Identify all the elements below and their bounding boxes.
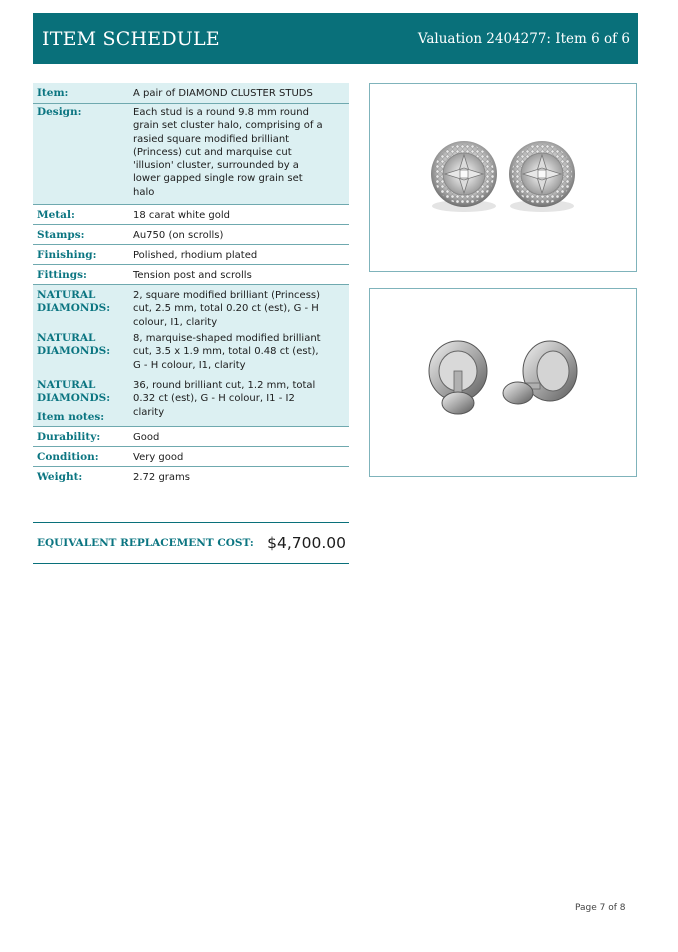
table-row (33, 205, 349, 225)
stud-back-right (503, 341, 577, 404)
replacement-cost (33, 522, 349, 564)
row-value: 2, square modified brilliant (Princess) cut, 2.5 mm, total 0.20 ct (est), G - H colour, I1, clarity (133, 290, 321, 328)
row-label: Metal: (37, 209, 75, 221)
page-title: ITEM SCHEDULE (42, 27, 220, 50)
earrings-front-image (370, 84, 636, 271)
row-label: Weight: (37, 471, 83, 483)
row-label: Item: (37, 87, 69, 99)
table-row (33, 467, 349, 487)
table-row (33, 83, 349, 104)
row-label: Finishing: (37, 249, 97, 261)
row-value: Tension post and scrolls (133, 270, 252, 281)
row-value: A pair of DIAMOND CLUSTER STUDS (133, 88, 313, 99)
row-value: 18 carat white gold (133, 210, 231, 221)
row-value: 36, round brilliant cut, 1.2 mm, total 0.32 ct (est), G - H colour, I1 - I2 clarity (133, 380, 316, 418)
row-value: Each stud is a round 9.8 mm round grain set cluster halo, comprising of a rasied square modified brilliant (Princess) cut and marquise cut 'illusion' cluster, surrounded by a lower gapped single row grain set halo (133, 107, 323, 198)
row-label: Stamps: (37, 229, 85, 241)
table-row (33, 332, 349, 379)
table-row (33, 265, 349, 285)
row-label: Item notes: (37, 411, 105, 423)
row-label: Fittings: (37, 269, 87, 281)
row-label: NATURAL DIAMONDS: (37, 332, 111, 357)
row-value: Very good (133, 452, 184, 463)
valuation-reference: Valuation 2404277: Item 6 of 6 (417, 30, 630, 47)
earrings-side-image (370, 289, 636, 476)
row-value: 8, marquise-shaped modified brilliant cut, 3.5 x 1.9 mm, total 0.48 ct (est), G - H colour, I1, clarity (133, 333, 321, 371)
row-label: Design: (37, 106, 82, 118)
stud-left (431, 141, 497, 212)
photo-front-view (369, 83, 637, 272)
row-value: Au750 (on scrolls) (133, 230, 224, 241)
stud-back-left (429, 341, 487, 414)
row-label: Condition: (37, 451, 99, 463)
table-row (33, 285, 349, 332)
header-banner (33, 13, 638, 64)
row-label: NATURAL DIAMONDS: (37, 289, 111, 314)
table-row (33, 427, 349, 447)
row-label: NATURAL DIAMONDS: (37, 379, 111, 404)
row-label: Durability: (37, 431, 101, 443)
table-row (33, 447, 349, 467)
replacement-cost-amount: $4,700.00 (267, 534, 346, 552)
stud-right (509, 141, 575, 212)
table-row (33, 245, 349, 265)
row-value: Good (133, 432, 160, 443)
row-value (133, 411, 349, 426)
table-row (33, 104, 349, 205)
row-value: Polished, rhodium plated (133, 250, 258, 261)
photo-side-view (369, 288, 637, 477)
item-schedule-table (33, 83, 349, 487)
table-row (33, 225, 349, 245)
replacement-cost-label: EQUIVALENT REPLACEMENT COST: (37, 537, 254, 549)
table-row (33, 411, 349, 427)
row-value: 2.72 grams (133, 472, 190, 483)
page-number: Page 7 of 8 (575, 903, 626, 913)
